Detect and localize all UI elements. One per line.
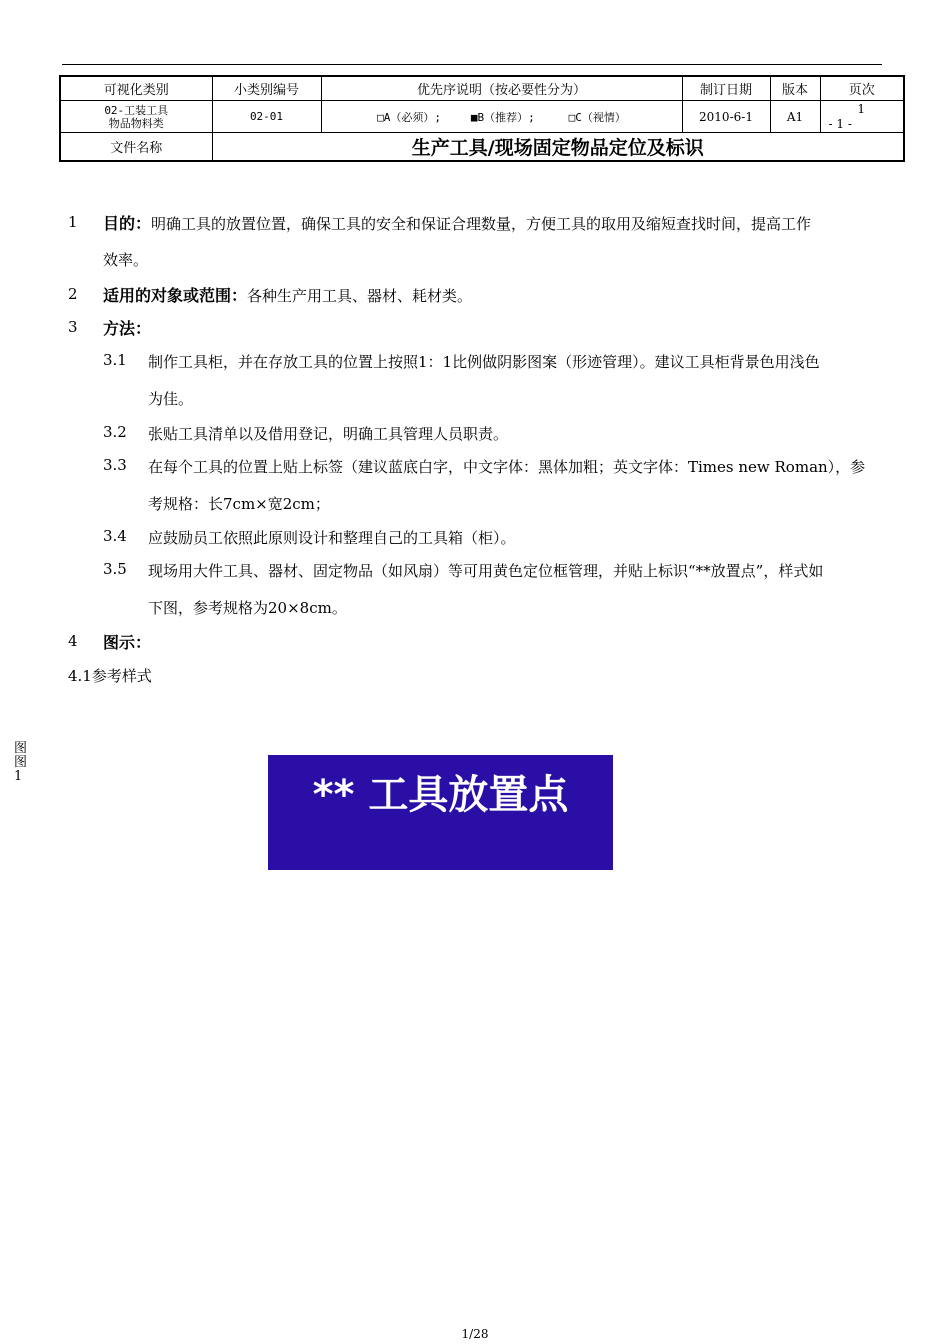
filename-label: 文件名称 <box>60 133 212 162</box>
section-1-text-line2: 效率。 <box>103 251 149 269</box>
item-3-4-line1: 应鼓励员工依照此原则设计和整理自己的工具箱（柜）。 <box>148 529 516 547</box>
page-footer: 1/28 <box>461 1327 489 1341</box>
section-4-number: 4 <box>68 632 78 650</box>
section-2-number: 2 <box>68 285 78 303</box>
section-3 <box>103 316 151 339</box>
top-rule <box>62 64 882 65</box>
priority-value <box>321 101 682 133</box>
filename-row <box>60 133 904 162</box>
item-3-3-line1: 在每个工具的位置上贴上标签（建议蓝底白字，中文字体：黑体加粗；英文字体：Times new Roman），参 <box>148 458 866 476</box>
figure-side-label: 图图1 <box>14 741 28 784</box>
item-3-1-number: 3.1 <box>103 351 127 369</box>
section-3-title: 方法： <box>103 319 152 338</box>
item-3-5-number: 3.5 <box>103 560 127 578</box>
filename-value: 生产工具/现场固定物品定位及标识 <box>212 133 904 162</box>
section-4-1-text: 4.1参考样式 <box>68 667 152 685</box>
section-3-number: 3 <box>68 318 78 336</box>
col-priority: 优先序说明（按必要性分为） <box>321 76 682 101</box>
item-3-3-line2: 考规格：长7cm×宽2cm； <box>148 495 330 513</box>
section-2 <box>103 283 472 306</box>
col-subcode: 小类别编号 <box>212 76 321 101</box>
col-version: 版本 <box>770 76 820 101</box>
item-3-1-line1: 制作工具柜，并在存放工具的位置上按照1：1比例做阴影图案（形迹管理）。建议工具柜背景色用浅色 <box>148 353 820 371</box>
item-3-5-line1: 现场用大件工具、器材、固定物品（如风扇）等可用黄色定位框管理，并贴上标识“**放置点”，样式如 <box>148 562 824 580</box>
category-value <box>60 101 212 133</box>
item-3-2-line1: 张贴工具清单以及借用登记，明确工具管理人员职责。 <box>148 425 509 443</box>
document-header-table <box>59 75 905 162</box>
col-category: 可视化类别 <box>60 76 212 101</box>
value-row <box>60 101 904 133</box>
section-1-number: 1 <box>68 213 78 231</box>
section-1-text-line1: 明确工具的放置位置，确保工具的安全和保证合理数量，方便工具的取用及缩短查找时间，提高工作 <box>151 215 812 233</box>
section-4 <box>103 630 151 653</box>
tool-placement-sign: ** 工具放置点 <box>268 755 613 870</box>
version-value: A1 <box>770 101 820 133</box>
page-value-bottom: - 1 - <box>828 117 852 131</box>
section-1-title: 目的： <box>103 214 152 233</box>
item-3-2-number: 3.2 <box>103 423 127 441</box>
item-3-1-line2: 为佳。 <box>148 390 194 408</box>
priority-a: □A（必须）; <box>377 110 442 124</box>
priority-b: ■B（推荐）; <box>470 110 535 124</box>
item-3-5-line2: 下图，参考规格为20×8cm。 <box>148 599 347 617</box>
item-3-3-number: 3.3 <box>103 456 127 474</box>
item-3-4-number: 3.4 <box>103 527 127 545</box>
category-value-line2: 物品物料类 <box>108 116 164 130</box>
header-row <box>60 76 904 101</box>
date-value: 2010-6-1 <box>682 101 770 133</box>
section-1 <box>103 211 811 234</box>
subcode-value: 02-01 <box>212 101 321 133</box>
section-2-text: 各种生产用工具、器材、耗材类。 <box>247 287 473 305</box>
col-page: 页次 <box>820 76 904 101</box>
priority-c: □C（视情） <box>568 110 626 124</box>
category-value-line1: 02-工装工具 <box>104 103 169 117</box>
page-value-top: 1 <box>857 102 865 116</box>
section-4-title: 图示： <box>103 633 152 652</box>
page-value <box>820 101 904 133</box>
col-date: 制订日期 <box>682 76 770 101</box>
section-2-title: 适用的对象或范围： <box>103 286 248 305</box>
